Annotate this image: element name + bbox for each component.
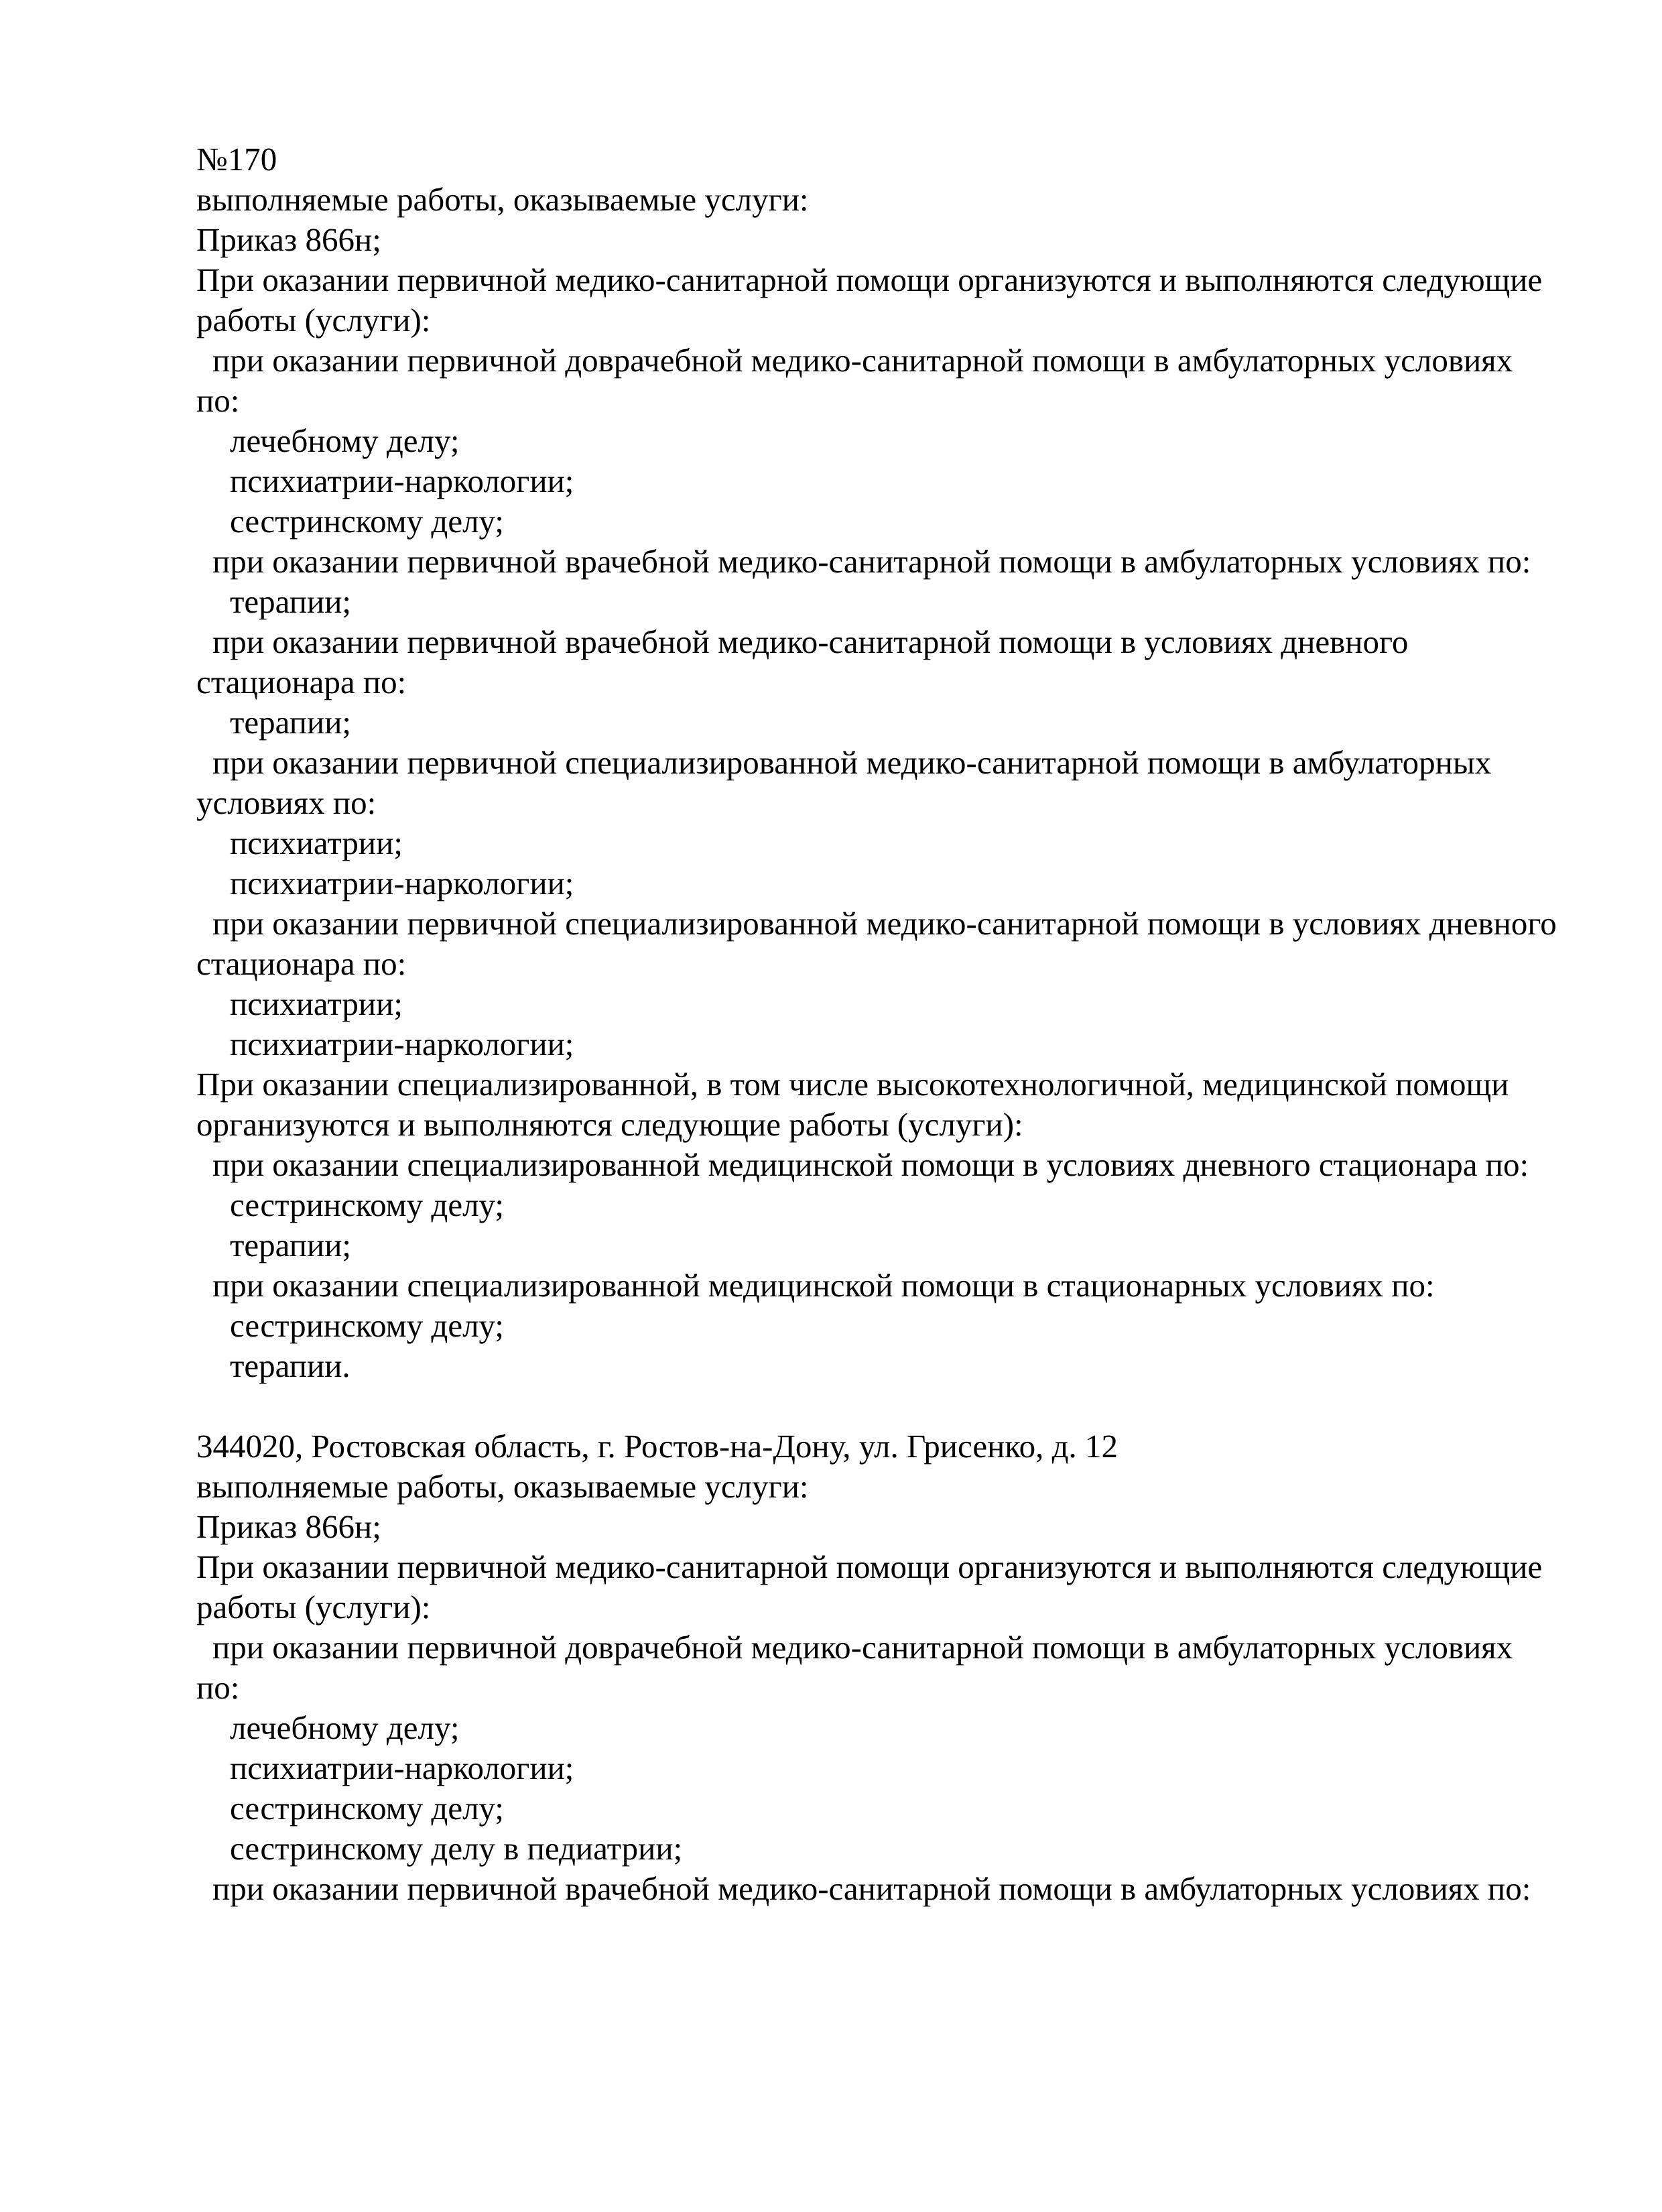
document-line: Приказ 866н; <box>196 221 381 258</box>
document-line: при оказании специализированной медицинской помощи в стационарных условиях по: <box>212 1267 1435 1304</box>
document-line: терапии. <box>230 1347 350 1384</box>
document-line: 344020, Ростовская область, г. Ростов-на-Дону, ул. Грисенко, д. 12 <box>196 1428 1118 1465</box>
document-line: при оказании первичной специализированной медико-санитарной помощи в амбулаторных <box>212 744 1492 781</box>
document-line: выполняемые работы, оказываемые услуги: <box>196 181 809 218</box>
document-line: При оказании специализированной, в том числе высокотехнологичной, медицинской помощи <box>196 1066 1509 1103</box>
document-line: психиатрии-наркологии; <box>230 1026 574 1062</box>
document-line: по: <box>196 382 240 419</box>
document-line: при оказании первичной доврачебной медико-санитарной помощи в амбулаторных условиях <box>212 342 1513 379</box>
document-body <box>196 139 1557 1909</box>
document-line: терапии; <box>230 704 352 741</box>
document-line: при оказании первичной доврачебной медико-санитарной помощи в амбулаторных условиях <box>212 1629 1513 1666</box>
document-line: при оказании первичной врачебной медико-санитарной помощи в амбулаторных условиях по: <box>212 543 1531 580</box>
document-line: работы (услуги): <box>196 302 431 339</box>
document-line: при оказании первичной врачебной медико-санитарной помощи в амбулаторных условиях по: <box>212 1870 1531 1907</box>
document-line: сестринскому делу; <box>230 503 505 540</box>
document-line: №170 <box>196 141 277 178</box>
document-line: психиатрии-наркологии; <box>230 463 574 499</box>
document-line: при оказании первичной врачебной медико-санитарной помощи в условиях дневного <box>212 623 1409 660</box>
document-line: при оказании первичной специализированной медико-санитарной помощи в условиях дневного <box>212 905 1557 942</box>
license-works-block-2 <box>196 1426 1557 1909</box>
document-line: психиатрии-наркологии; <box>230 1749 574 1786</box>
document-line: по: <box>196 1669 240 1706</box>
document-line: лечебному делу; <box>230 422 460 459</box>
document-line: организуются и выполняются следующие работы (услуги): <box>196 1106 1023 1143</box>
document-line: При оказании первичной медико-санитарной помощи организуются и выполняются следующие <box>196 261 1543 298</box>
document-line: выполняемые работы, оказываемые услуги: <box>196 1468 809 1505</box>
document-line: терапии; <box>230 583 352 620</box>
document-line: лечебному делу; <box>230 1709 460 1746</box>
document-line: работы (услуги): <box>196 1589 431 1625</box>
document-line: Приказ 866н; <box>196 1508 381 1545</box>
document-line: стационара по: <box>196 945 407 982</box>
document-line: психиатрии; <box>230 824 403 861</box>
document-line: сестринскому делу в педиатрии; <box>230 1830 683 1867</box>
document-line: сестринскому делу; <box>230 1307 505 1344</box>
document-line: при оказании специализированной медицинской помощи в условиях дневного стационара по: <box>212 1146 1529 1183</box>
document-line: условиях по: <box>196 784 377 821</box>
document-line: терапии; <box>230 1227 352 1264</box>
document-line: психиатрии-наркологии; <box>230 865 574 902</box>
document-line: стационара по: <box>196 664 407 700</box>
document-line: сестринскому делу; <box>230 1790 505 1827</box>
document-line: сестринскому делу; <box>230 1186 505 1223</box>
license-works-block-1 <box>196 139 1557 1386</box>
document-line: психиатрии; <box>230 985 403 1022</box>
document-line: При оказании первичной медико-санитарной помощи организуются и выполняются следующие <box>196 1548 1543 1585</box>
